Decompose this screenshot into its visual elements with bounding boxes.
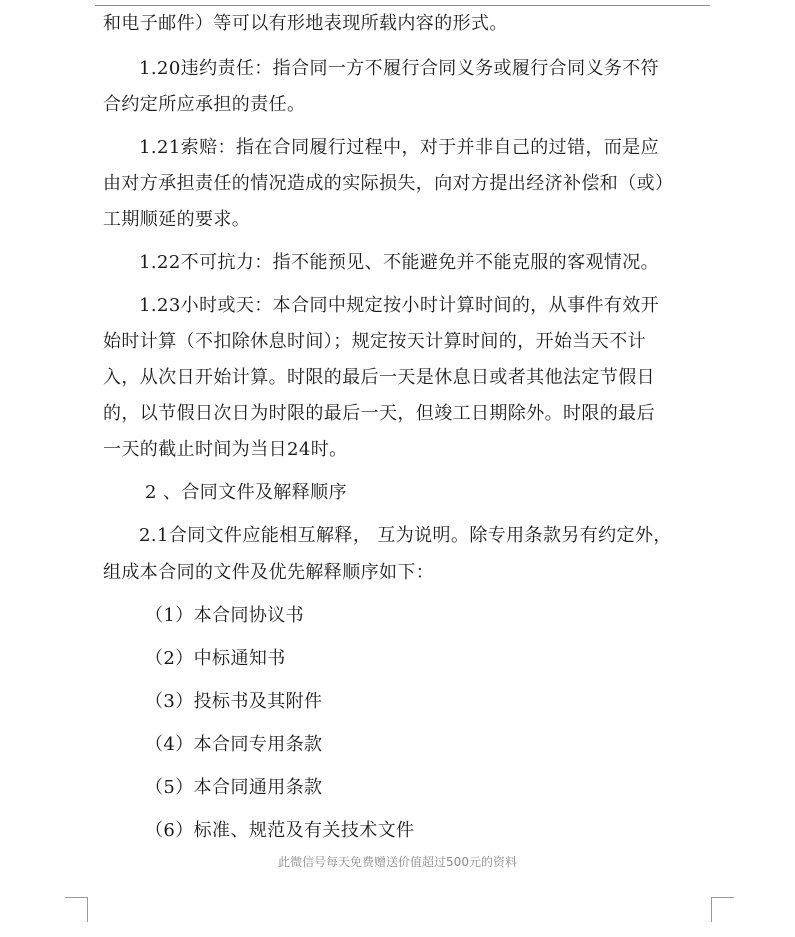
list-item-6: （6）标准、规范及有关技术文件 [145,820,415,841]
list-item-2: （2）中标通知书 [145,648,286,669]
text-line-12: 一天的截止时间为当日24时。 [103,439,348,460]
text-line-7: 1.22不可抗力：指不能预见、不能避免并不能克服的客观情况。 [139,252,660,273]
list-item-3: （3）投标书及其附件 [145,691,323,712]
text-line-3: 合约定所应承担的责任。 [103,94,306,115]
text-line-14: 2.1合同文件应能相互解释， 互为说明。除专用条款另有约定外， [139,525,672,546]
section-heading: 2 、合同文件及解释顺序 [145,482,347,503]
text-line-9: 始时计算（不扣除休息时间）；规定按天计算时间的，开始当天不计 [103,331,646,352]
page-corner-mark-left [65,897,88,922]
text-line-4: 1.21索赔：指在合同履行过程中，对于并非自己的过错，而是应 [139,137,660,158]
list-item-1: （1）本合同协议书 [145,605,305,626]
text-line-2: 1.20违约责任：指合同一方不履行合同义务或履行合同义务不符 [139,58,660,79]
page-corner-mark-right [711,897,734,922]
header-rule [95,5,710,6]
text-line-1: 和电子邮件）等可以有形地表现所载内容的形式。 [103,13,508,34]
text-line-15: 组成本合同的文件及优先解释顺序如下： [103,562,435,583]
text-line-8: 1.23小时或天：本合同中规定按小时计算时间的，从事件有效开 [139,295,660,316]
text-line-10: 入，从次日开始计算。时限的最后一天是休息日或者其他法定节假日 [103,367,655,388]
text-line-5: 由对方承担责任的情况造成的实际损失，向对方提出经济补偿和（或） [103,173,674,194]
footer-watermark: 此微信号每天免费赠送价值超过500元的资料 [278,855,517,869]
text-line-11: 的，以节假日次日为时限的最后一天，但竣工日期除外。时限的最后 [103,403,655,424]
list-item-5: （5）本合同通用条款 [145,777,323,798]
text-line-6: 工期顺延的要求。 [103,209,251,230]
list-item-4: （4）本合同专用条款 [145,734,323,755]
